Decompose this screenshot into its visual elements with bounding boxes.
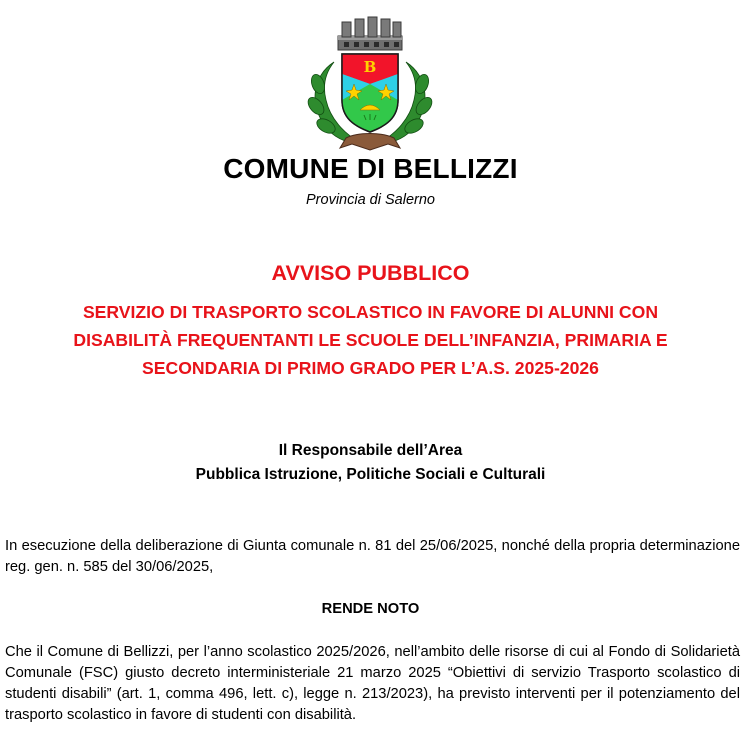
municipal-crest-icon — [304, 14, 436, 160]
notice-subtitle — [0, 298, 741, 382]
notice-subtitle-line: DISABILITÀ FREQUENTANTI LE SCUOLE DELL’INFANZIA, PRIMARIA E — [73, 330, 668, 350]
municipality-name: COMUNE DI BELLIZZI — [223, 153, 518, 184]
announcement-paragraph: Che il Comune di Bellizzi, per l’anno scolastico 2025/2026, nell’ambito delle risorse di cui al Fondo di Solidarietà Comunale (FSC) giusto decreto interministeriale 21 marzo 2025 “Obiettivi di servizio Trasporto scolastico di studenti disabili” (art. 1, comma 496, lett. c), legge n. 213/2023), ha previsto interventi per il potenziamento del trasporto scolastico in favore di studenti con disabilità. — [5, 644, 740, 723]
province-name: Provincia di Salerno — [306, 192, 435, 208]
rende-noto-heading: RENDE NOTO — [321, 601, 420, 617]
responsible-area: Pubblica Istruzione, Politiche Sociali e Culturali — [195, 466, 546, 483]
responsible-block — [0, 439, 741, 487]
crown-icon — [338, 17, 402, 50]
notice-title: AVVISO PUBBLICO — [271, 261, 470, 285]
notice-subtitle-line: SECONDARIA DI PRIMO GRADO PER L’A.S. 2025-2026 — [142, 358, 599, 378]
shield-icon — [342, 54, 398, 132]
responsible-title: Il Responsabile dell’Area — [278, 442, 463, 459]
crest-letter: B — [363, 58, 377, 76]
notice-subtitle-line: SERVIZIO DI TRASPORTO SCOLASTICO IN FAVORE DI ALUNNI CON — [82, 302, 659, 322]
crest-area — [0, 14, 741, 160]
intro-paragraph: In esecuzione della deliberazione di Giunta comunale n. 81 del 25/06/2025, nonché della propria determinazione reg. gen. n. 585 del 30/06/2025, — [5, 538, 740, 575]
